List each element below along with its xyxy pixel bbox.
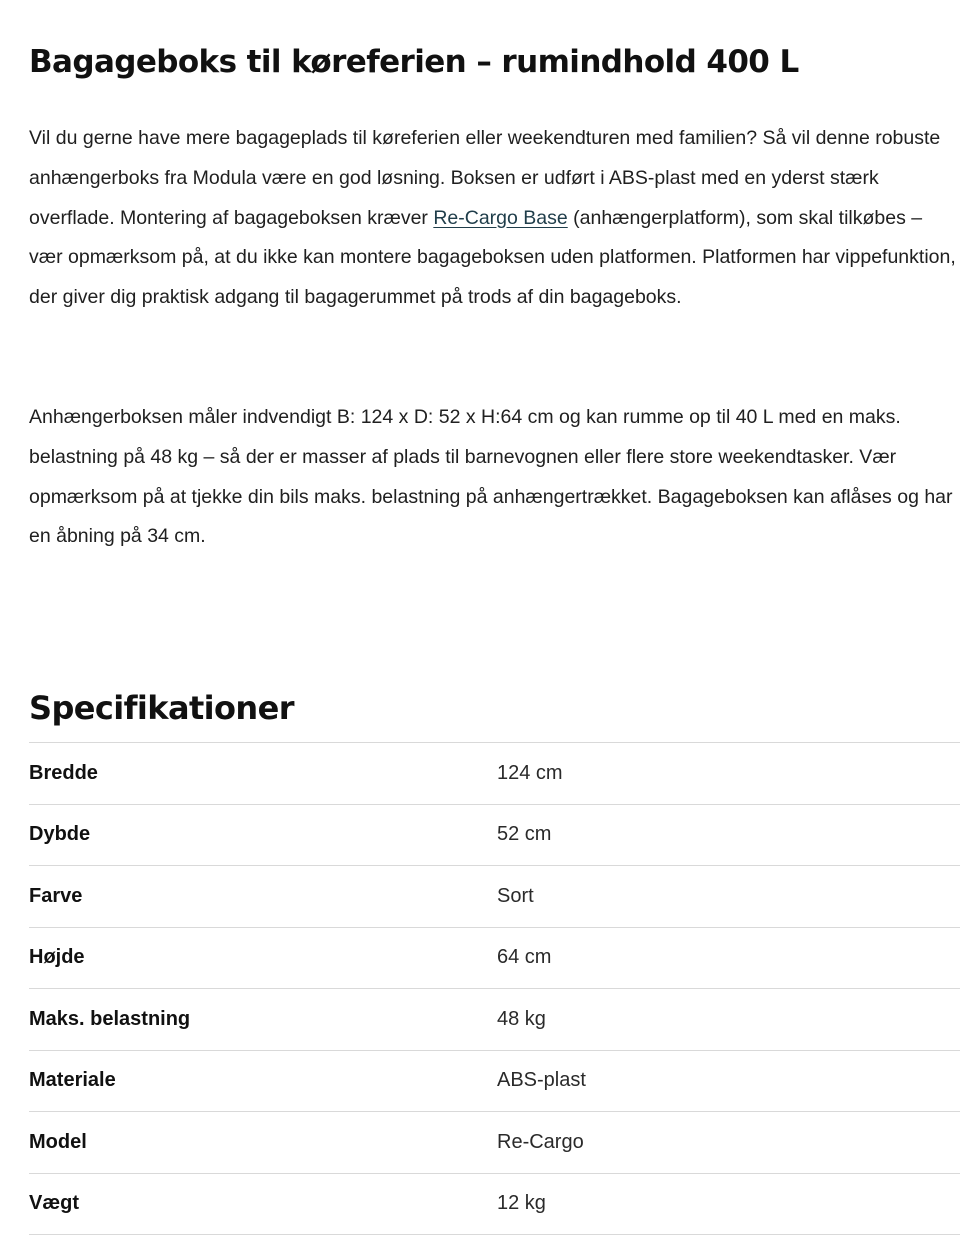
spec-value: ABS-plast <box>497 1069 586 1092</box>
table-row <box>29 1112 960 1174</box>
page-title: Bagageboks til køreferien – rumindhold 400 L <box>29 44 799 80</box>
spec-key: Model <box>29 1130 87 1153</box>
table-row <box>29 1173 960 1235</box>
description-paragraph-1 <box>29 119 960 318</box>
table-row <box>29 989 960 1051</box>
spec-key: Dybde <box>29 823 91 846</box>
table-row <box>29 804 960 866</box>
description-text: Vil du gerne have mere bagageplads til køreferien eller weekendturen med familien? Så vil denne robuste anhængerboks fra Modula være en god løsning. Boksen er udført i ABS-plast med en yderst stærk overflade. Montering af bagageboksen kræver <box>29 127 941 229</box>
spec-value: 124 cm <box>497 761 563 784</box>
spec-value: Re-Cargo <box>497 1130 584 1153</box>
table-row <box>29 743 960 805</box>
spec-key: Materiale <box>29 1069 116 1092</box>
table-row <box>29 927 960 989</box>
spec-key: Vægt <box>29 1192 79 1215</box>
description-paragraph-2: Anhængerboksen måler indvendigt B: 124 x D: 52 x H:64 cm og kan rumme op til 40 L med en maks. belastning på 48 kg – så der er masser af plads til barnevognen eller flere store weekendtasker. Vær opmærksom på at tjekke din bils maks. belastning på anhængertrækket. Bagageboksen kan aflåses og har en åbning på 34 cm. <box>29 406 953 548</box>
spec-value: 52 cm <box>497 823 552 846</box>
re-cargo-base-link[interactable]: Re-Cargo Base <box>433 206 568 229</box>
table-row <box>29 1050 960 1112</box>
specs-table <box>29 742 960 1235</box>
spec-value: 48 kg <box>497 1007 546 1030</box>
spec-key: Maks. belastning <box>29 1007 191 1030</box>
spec-key: Højde <box>29 946 85 969</box>
spec-value: 12 kg <box>497 1192 546 1215</box>
spec-key: Farve <box>29 884 83 907</box>
description-text: (anhængerplatform), som skal tilkøbes – vær opmærksom på, at du ikke kan montere bagageboksen uden platformen. Platformen har vippefunktion, der giver dig praktisk adgang til bagagerummet på trods af din bagageboks. <box>29 206 956 309</box>
spec-key: Bredde <box>29 761 98 784</box>
table-row <box>29 866 960 928</box>
spec-value: 64 cm <box>497 946 552 969</box>
specs-heading: Specifikationer <box>29 689 294 727</box>
spec-value: Sort <box>497 884 534 907</box>
